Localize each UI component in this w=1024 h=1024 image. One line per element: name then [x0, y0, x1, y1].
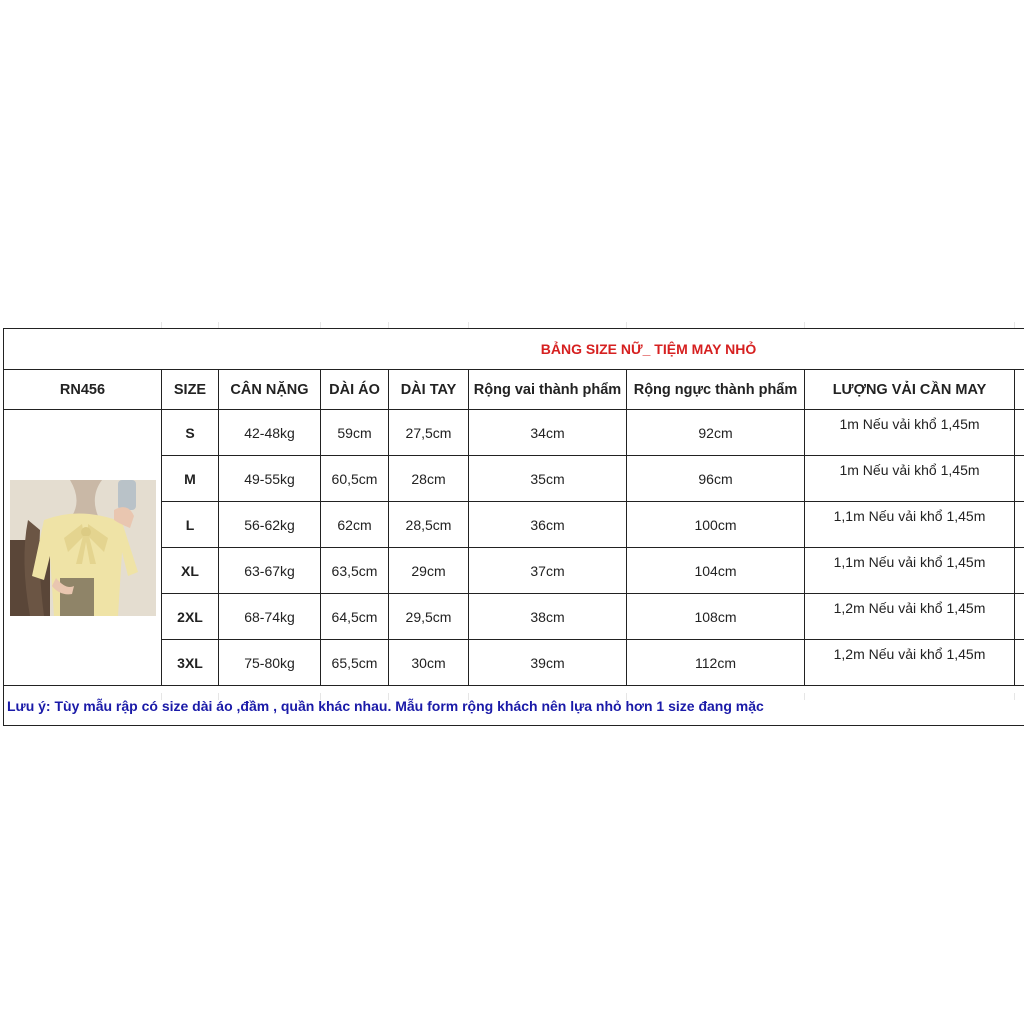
product-photo-cell	[4, 410, 162, 686]
header-extra	[1015, 370, 1024, 410]
weight-cell: 75-80kg	[219, 640, 321, 686]
sleeve-cell: 29,5cm	[389, 594, 469, 640]
length-cell: 62cm	[321, 502, 389, 548]
header-length: DÀI ÁO	[321, 370, 389, 410]
size-cell: 3XL	[162, 640, 219, 686]
table-title: BẢNG SIZE NỮ_ TIỆM MAY NHỎ	[540, 341, 757, 357]
note-cell	[4, 686, 1024, 726]
title-row	[4, 329, 1024, 370]
size-cell: S	[162, 410, 219, 456]
sleeve-cell: 28,5cm	[389, 502, 469, 548]
title-cell	[4, 329, 1024, 370]
size-cell: XL	[162, 548, 219, 594]
header-fabric: LƯỢNG VẢI CẦN MAY	[805, 370, 1015, 410]
extra-cell	[1015, 640, 1024, 686]
header-product-code: RN456	[4, 370, 162, 410]
shoulder-cell: 35cm	[469, 456, 627, 502]
length-cell: 60,5cm	[321, 456, 389, 502]
fabric-cell: 1,1m Nếu vải khổ 1,45m	[805, 548, 1015, 594]
shoulder-cell: 37cm	[469, 548, 627, 594]
size-cell: M	[162, 456, 219, 502]
sleeve-cell: 28cm	[389, 456, 469, 502]
weight-cell: 42-48kg	[219, 410, 321, 456]
extra-cell	[1015, 410, 1024, 456]
fabric-cell: 1m Nếu vải khổ 1,45m	[805, 456, 1015, 502]
chest-cell: 96cm	[627, 456, 805, 502]
size-chart-sheet	[3, 328, 1024, 714]
chest-cell: 104cm	[627, 548, 805, 594]
chest-cell: 112cm	[627, 640, 805, 686]
weight-cell: 56-62kg	[219, 502, 321, 548]
chest-cell: 92cm	[627, 410, 805, 456]
fabric-cell: 1,2m Nếu vải khổ 1,45m	[805, 640, 1015, 686]
length-cell: 65,5cm	[321, 640, 389, 686]
header-weight: CÂN NẶNG	[219, 370, 321, 410]
header-size: SIZE	[162, 370, 219, 410]
model-wearing-yellow-bow-blouse-photo	[10, 480, 156, 616]
length-cell: 64,5cm	[321, 594, 389, 640]
sleeve-cell: 27,5cm	[389, 410, 469, 456]
size-cell: 2XL	[162, 594, 219, 640]
extra-cell	[1015, 548, 1024, 594]
header-sleeve: DÀI TAY	[389, 370, 469, 410]
sleeve-cell: 30cm	[389, 640, 469, 686]
fabric-cell: 1,1m Nếu vải khổ 1,45m	[805, 502, 1015, 548]
weight-cell: 63-67kg	[219, 548, 321, 594]
note-row	[4, 686, 1024, 726]
chest-cell: 100cm	[627, 502, 805, 548]
fabric-cell: 1m Nếu vải khổ 1,45m	[805, 410, 1015, 456]
weight-cell: 49-55kg	[219, 456, 321, 502]
shoulder-cell: 36cm	[469, 502, 627, 548]
header-shoulder: Rộng vai thành phẩm	[469, 370, 627, 410]
shoulder-cell: 39cm	[469, 640, 627, 686]
shoulder-cell: 34cm	[469, 410, 627, 456]
length-cell: 63,5cm	[321, 548, 389, 594]
size-chart-table	[3, 328, 1024, 726]
weight-cell: 68-74kg	[219, 594, 321, 640]
size-note: Lưu ý: Tùy mẫu rập có size dài áo ,đầm , quần khác nhau. Mẫu form rộng khách nên lựa nhỏ hơn 1 size đang mặc	[7, 697, 764, 714]
extra-cell	[1015, 456, 1024, 502]
chest-cell: 108cm	[627, 594, 805, 640]
shoulder-cell: 38cm	[469, 594, 627, 640]
sleeve-cell: 29cm	[389, 548, 469, 594]
fabric-cell: 1,2m Nếu vải khổ 1,45m	[805, 594, 1015, 640]
size-cell: L	[162, 502, 219, 548]
extra-cell	[1015, 502, 1024, 548]
extra-cell	[1015, 594, 1024, 640]
header-chest: Rộng ngực thành phẩm	[627, 370, 805, 410]
table-row	[4, 410, 1024, 456]
header-row	[4, 370, 1024, 410]
length-cell: 59cm	[321, 410, 389, 456]
